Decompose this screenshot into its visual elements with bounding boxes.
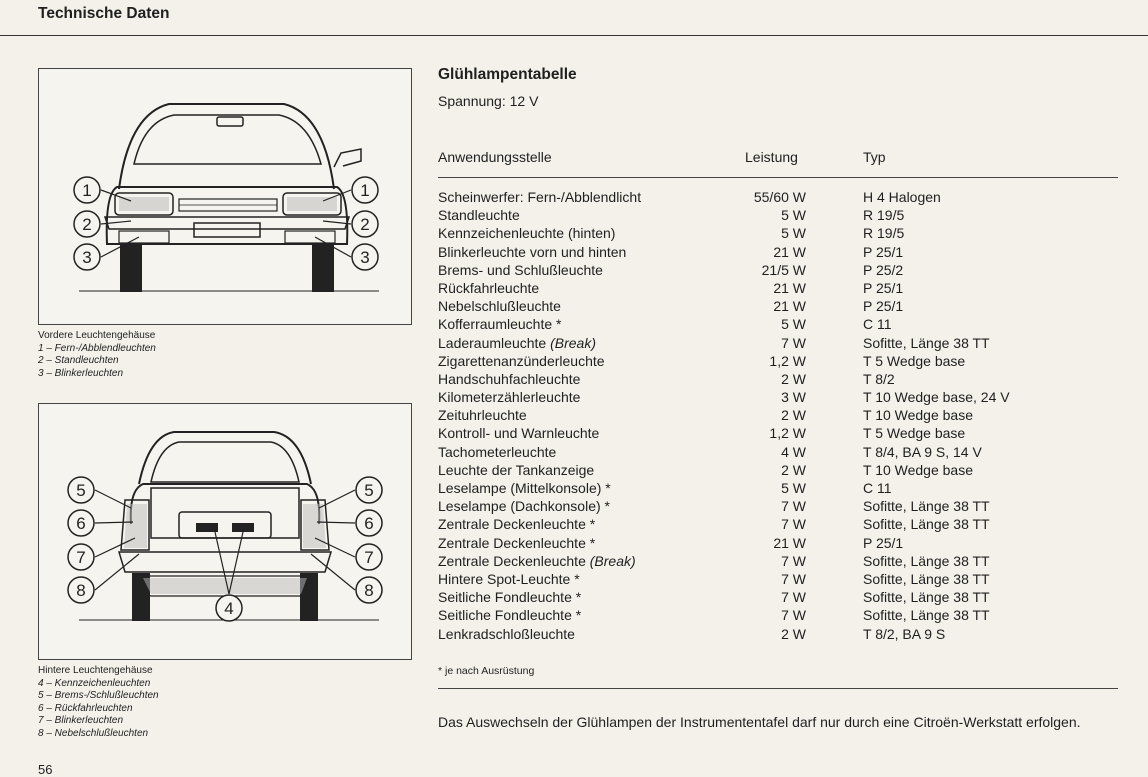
callout-3-right: 3	[360, 248, 370, 267]
type-cell: T 10 Wedge base	[863, 407, 974, 424]
usage-cell	[438, 279, 539, 297]
type-cell: T 10 Wedge base, 24 V	[863, 389, 1010, 406]
caption-item: 8 – Nebelschlußleuchten	[38, 727, 149, 739]
table-row	[0, 206, 1148, 224]
usage-text: Nebelschlußleuchte	[438, 298, 561, 315]
usage-cell	[438, 388, 580, 406]
header-power: Leistung	[745, 149, 798, 165]
callout-3-left: 3	[82, 248, 92, 267]
usage-text: Hintere Spot-Leuchte *	[438, 570, 580, 587]
type-cell: C 11	[863, 480, 892, 496]
workshop-note: Das Auswechseln der Glühlampen der Instrumententafel darf nur durch eine Citroën-Werkstatt erfolgen.	[438, 714, 1081, 730]
type-cell: Sofitte, Länge 38 TT	[863, 552, 990, 569]
rear-figure-caption	[38, 665, 159, 740]
power-cell: 3 W	[781, 389, 806, 406]
type-cell: T 10 Wedge base	[863, 461, 974, 478]
usage-text: Standleuchte	[438, 207, 520, 224]
usage-cell	[438, 334, 596, 352]
table-row	[0, 279, 1148, 297]
type-cell: C 11	[863, 316, 892, 333]
caption-item: 5 – Brems-/Schlußleuchten	[38, 690, 159, 701]
table-row	[0, 461, 1148, 479]
type-cell: T 5 Wedge base	[863, 425, 966, 442]
usage-cell	[438, 206, 520, 224]
callout-2-left: 2	[82, 215, 92, 234]
table-row	[0, 406, 1148, 424]
type-cell: P 25/1	[863, 298, 904, 315]
usage-cell	[438, 352, 605, 370]
table-row	[0, 388, 1148, 406]
usage-note: (Break)	[589, 552, 636, 569]
power-cell: 7 W	[781, 589, 806, 606]
table-row	[0, 479, 1148, 497]
usage-text: Lenkradschloßleuchte	[438, 625, 575, 642]
usage-cell	[438, 188, 641, 206]
usage-text: Leselampe (Mittelkonsole) *	[438, 480, 611, 496]
usage-cell	[438, 570, 580, 588]
bulb-table-body	[0, 188, 1148, 643]
type-cell: R 19/5	[863, 225, 905, 242]
power-cell: 7 W	[781, 607, 806, 624]
power-cell: 2 W	[781, 461, 806, 478]
usage-text: Leuchte der Tankanzeige	[438, 461, 595, 478]
type-cell: T 8/2, BA 9 S	[863, 625, 946, 642]
table-row	[0, 625, 1148, 643]
usage-cell	[438, 224, 615, 242]
power-cell: 1,2 W	[769, 425, 806, 442]
usage-cell	[438, 497, 610, 515]
callout-1-right: 1	[360, 181, 370, 200]
type-cell: R 19/5	[863, 207, 905, 224]
table-row	[0, 424, 1148, 442]
type-cell: P 25/1	[863, 279, 904, 296]
usage-cell	[438, 625, 575, 643]
table-row	[0, 315, 1148, 333]
usage-text: Leselampe (Dachkonsole) *	[438, 498, 610, 515]
table-row	[0, 497, 1148, 515]
callout-6-left: 6	[76, 514, 86, 533]
callout-2-right: 2	[360, 215, 370, 234]
usage-cell	[438, 370, 580, 388]
callout-7-right: 7	[364, 548, 374, 567]
caption-item: 4 – Kennzeichenleuchten	[38, 677, 151, 689]
callout-4: 4	[224, 599, 234, 618]
table-row	[0, 334, 1148, 352]
type-cell: T 8/4, BA 9 S, 14 V	[863, 443, 982, 460]
table-title: Glühlampentabelle	[438, 66, 577, 83]
usage-text: Brems- und Schlußleuchte	[438, 261, 603, 278]
caption-item: 6 – Rückfahrleuchten	[38, 702, 133, 714]
usage-cell	[438, 243, 626, 261]
table-row	[0, 261, 1148, 279]
type-cell: Sofitte, Länge 38 TT	[863, 516, 990, 533]
power-cell: 5 W	[781, 207, 806, 224]
table-row	[0, 570, 1148, 588]
type-cell: Sofitte, Länge 38 TT	[863, 607, 990, 624]
power-cell: 7 W	[781, 498, 806, 515]
power-cell: 21 W	[773, 534, 806, 551]
caption-item: 2 – Standleuchten	[38, 355, 119, 366]
usage-text: Blinkerleuchte vorn und hinten	[438, 243, 627, 260]
table-row	[0, 588, 1148, 606]
table-row	[0, 367, 1148, 388]
power-cell: 21 W	[773, 243, 806, 260]
caption-item: 1 – Fern-/Abblendleuchten	[38, 342, 156, 354]
callout-8-right: 8	[364, 581, 374, 600]
caption-title: Hintere Leuchtengehäuse	[38, 665, 153, 676]
power-cell: 7 W	[781, 334, 806, 351]
page-number: 56	[38, 762, 53, 777]
table-row	[0, 534, 1148, 552]
usage-cell	[438, 424, 599, 442]
usage-text: Zentrale Deckenleuchte	[438, 552, 586, 569]
type-cell: P 25/1	[863, 534, 904, 551]
usage-text: Kontroll- und Warnleuchte	[438, 425, 600, 442]
type-cell: Sofitte, Länge 38 TT	[863, 334, 990, 351]
table-row	[0, 443, 1148, 461]
usage-cell	[438, 534, 595, 552]
callout-5-left: 5	[76, 481, 86, 500]
usage-cell	[438, 461, 594, 479]
power-cell: 5 W	[781, 316, 806, 333]
usage-cell	[438, 515, 595, 533]
usage-cell	[438, 606, 581, 624]
power-cell: 7 W	[781, 552, 806, 569]
power-cell: 4 W	[781, 443, 806, 460]
callout-8-left: 8	[76, 581, 86, 600]
usage-text: Kennzeichenleuchte (hinten)	[438, 225, 616, 242]
table-row	[0, 552, 1148, 570]
power-cell: 1,2 W	[769, 352, 806, 369]
table-row	[0, 243, 1148, 261]
usage-text: Zentrale Deckenleuchte *	[438, 534, 596, 551]
callout-7-left: 7	[76, 548, 86, 567]
caption-item: 3 – Blinkerleuchten	[38, 367, 124, 379]
usage-text: Scheinwerfer: Fern-/Abblendlicht	[438, 189, 642, 205]
usage-text: Zentrale Deckenleuchte *	[438, 516, 596, 533]
usage-text: Zigarettenanzünderleuchte	[438, 352, 605, 369]
usage-text: Seitliche Fondleuchte *	[438, 589, 582, 606]
usage-cell	[438, 406, 527, 424]
type-cell: Sofitte, Länge 38 TT	[863, 498, 990, 515]
type-cell: T 5 Wedge base	[863, 352, 966, 369]
table-row	[0, 352, 1148, 370]
header-rule	[0, 35, 1148, 36]
power-cell: 5 W	[781, 480, 806, 496]
usage-text: Kofferraumleuchte *	[438, 316, 562, 333]
callout-6-right: 6	[364, 514, 374, 533]
usage-text: Handschuhfachleuchte	[438, 370, 581, 387]
callout-1-left: 1	[82, 181, 92, 200]
usage-cell	[438, 552, 636, 570]
caption-item: 7 – Blinkerleuchten	[38, 715, 124, 726]
power-cell: 2 W	[781, 625, 806, 642]
table-row	[0, 297, 1148, 315]
table-row	[0, 515, 1148, 533]
table-header-rule	[438, 177, 1118, 178]
type-cell: P 25/2	[863, 261, 904, 278]
table-bottom-rule	[438, 688, 1118, 689]
power-cell: 2 W	[781, 370, 806, 387]
usage-cell	[438, 297, 561, 315]
usage-cell	[438, 315, 561, 333]
table-row	[0, 188, 1148, 206]
table-row	[0, 224, 1148, 242]
power-cell: 7 W	[781, 570, 806, 587]
footnote: * je nach Ausrüstung	[438, 665, 535, 677]
usage-cell	[438, 479, 611, 497]
usage-text: Zeituhrleuchte	[438, 407, 527, 424]
type-cell: T 8/2	[863, 370, 895, 387]
usage-text: Tachometerleuchte	[438, 443, 557, 460]
caption-title: Vordere Leuchtengehäuse	[38, 330, 156, 341]
usage-note: (Break)	[550, 334, 596, 351]
usage-text: Rückfahrleuchte	[438, 279, 540, 296]
usage-cell	[438, 261, 603, 279]
callout-5-right: 5	[364, 481, 374, 500]
voltage-label: Spannung: 12 V	[438, 93, 539, 109]
page-header-title: Technische Daten	[38, 5, 170, 22]
power-cell: 2 W	[781, 407, 806, 424]
type-cell: Sofitte, Länge 38 TT	[863, 589, 990, 606]
power-cell: 5 W	[781, 225, 806, 242]
type-cell: Sofitte, Länge 38 TT	[863, 570, 990, 587]
type-cell: P 25/1	[863, 243, 904, 260]
header-usage: Anwendungsstelle	[438, 149, 552, 165]
power-cell: 21 W	[773, 279, 806, 296]
power-cell: 21 W	[773, 298, 806, 315]
usage-text: Laderaumleuchte	[438, 334, 547, 351]
usage-text: Seitliche Fondleuchte *	[438, 607, 582, 624]
usage-text: Kilometerzählerleuchte	[438, 389, 581, 406]
power-cell: 21/5 W	[761, 261, 806, 278]
usage-cell	[438, 588, 581, 606]
table-row	[0, 606, 1148, 624]
power-cell: 55/60 W	[753, 189, 806, 205]
power-cell: 7 W	[781, 516, 806, 533]
usage-cell	[438, 443, 556, 461]
header-type: Typ	[863, 149, 886, 165]
type-cell: H 4 Halogen	[863, 189, 941, 205]
